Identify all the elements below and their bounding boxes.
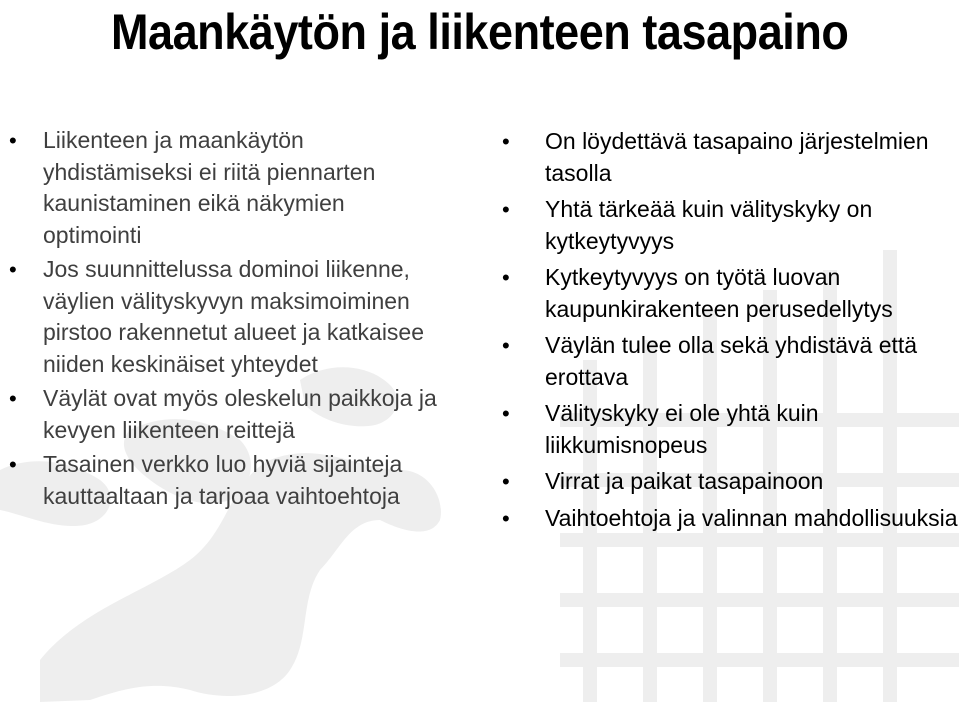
bullet-icon: • (502, 505, 510, 531)
list-item (500, 126, 959, 189)
bullet-icon: • (502, 401, 510, 426)
bullet-text: Vaihtoehtoja ja valinnan mahdollisuuksia (545, 504, 958, 531)
list-item (9, 125, 439, 251)
list-item (9, 383, 439, 446)
bullet-text: Virrat ja paikat tasapainoon (545, 468, 824, 494)
bullet-text: Väylän tulee olla sekä yhdistävä että erottava (545, 332, 918, 390)
bullet-text: Jos suunnittelussa dominoi liikenne, väylien välityskyvyn maksimoiminen pirstoo rakennetut alueet ja katkaisee niiden keskinäiset yhteydet (43, 256, 425, 377)
bullet-text: Väylät ovat myös oleskelun paikkoja ja kevyen liikenteen reittejä (43, 385, 437, 443)
bullet-icon: • (9, 128, 17, 153)
bullet-icon: • (9, 452, 17, 477)
list-item (500, 503, 959, 535)
bullet-icon: • (502, 129, 510, 154)
list-item (500, 398, 959, 461)
list-item (500, 262, 959, 325)
list-item (9, 449, 439, 512)
slide-title: Maankäytön ja liikenteen tasapaino (110, 4, 849, 60)
bullet-text: Tasainen verkko luo hyviä sijainteja kauttaaltaan ja tarjoaa vaihtoehtoja (43, 451, 403, 509)
bullet-icon: • (9, 257, 17, 282)
bullet-text: Kytkeytyvyys on työtä luovan kaupunkirakenteen perusedellytys (545, 264, 893, 322)
right-bullet-list (500, 126, 959, 539)
list-item (500, 466, 959, 498)
bullet-icon: • (502, 469, 510, 494)
left-bullet-list (9, 125, 439, 515)
list-item (500, 194, 959, 257)
bullet-text: Yhtä tärkeää kuin välityskyky on kytkeytyvyys (545, 196, 873, 254)
bullet-icon: • (502, 197, 510, 222)
slide-title-container (0, 0, 959, 66)
bullet-icon: • (9, 386, 17, 411)
bullet-text: Välityskyky ei ole yhtä kuin liikkumisnopeus (545, 400, 819, 458)
list-item (500, 330, 959, 393)
bullet-icon: • (502, 265, 510, 290)
bullet-text: On löydettävä tasapaino järjestelmien tasolla (545, 128, 929, 186)
bullet-text: Liikenteen ja maankäytön yhdistämiseksi ei riitä piennarten kaunistaminen eikä näkymien optimointi (43, 127, 376, 248)
list-item (9, 254, 439, 380)
bullet-icon: • (502, 333, 510, 358)
